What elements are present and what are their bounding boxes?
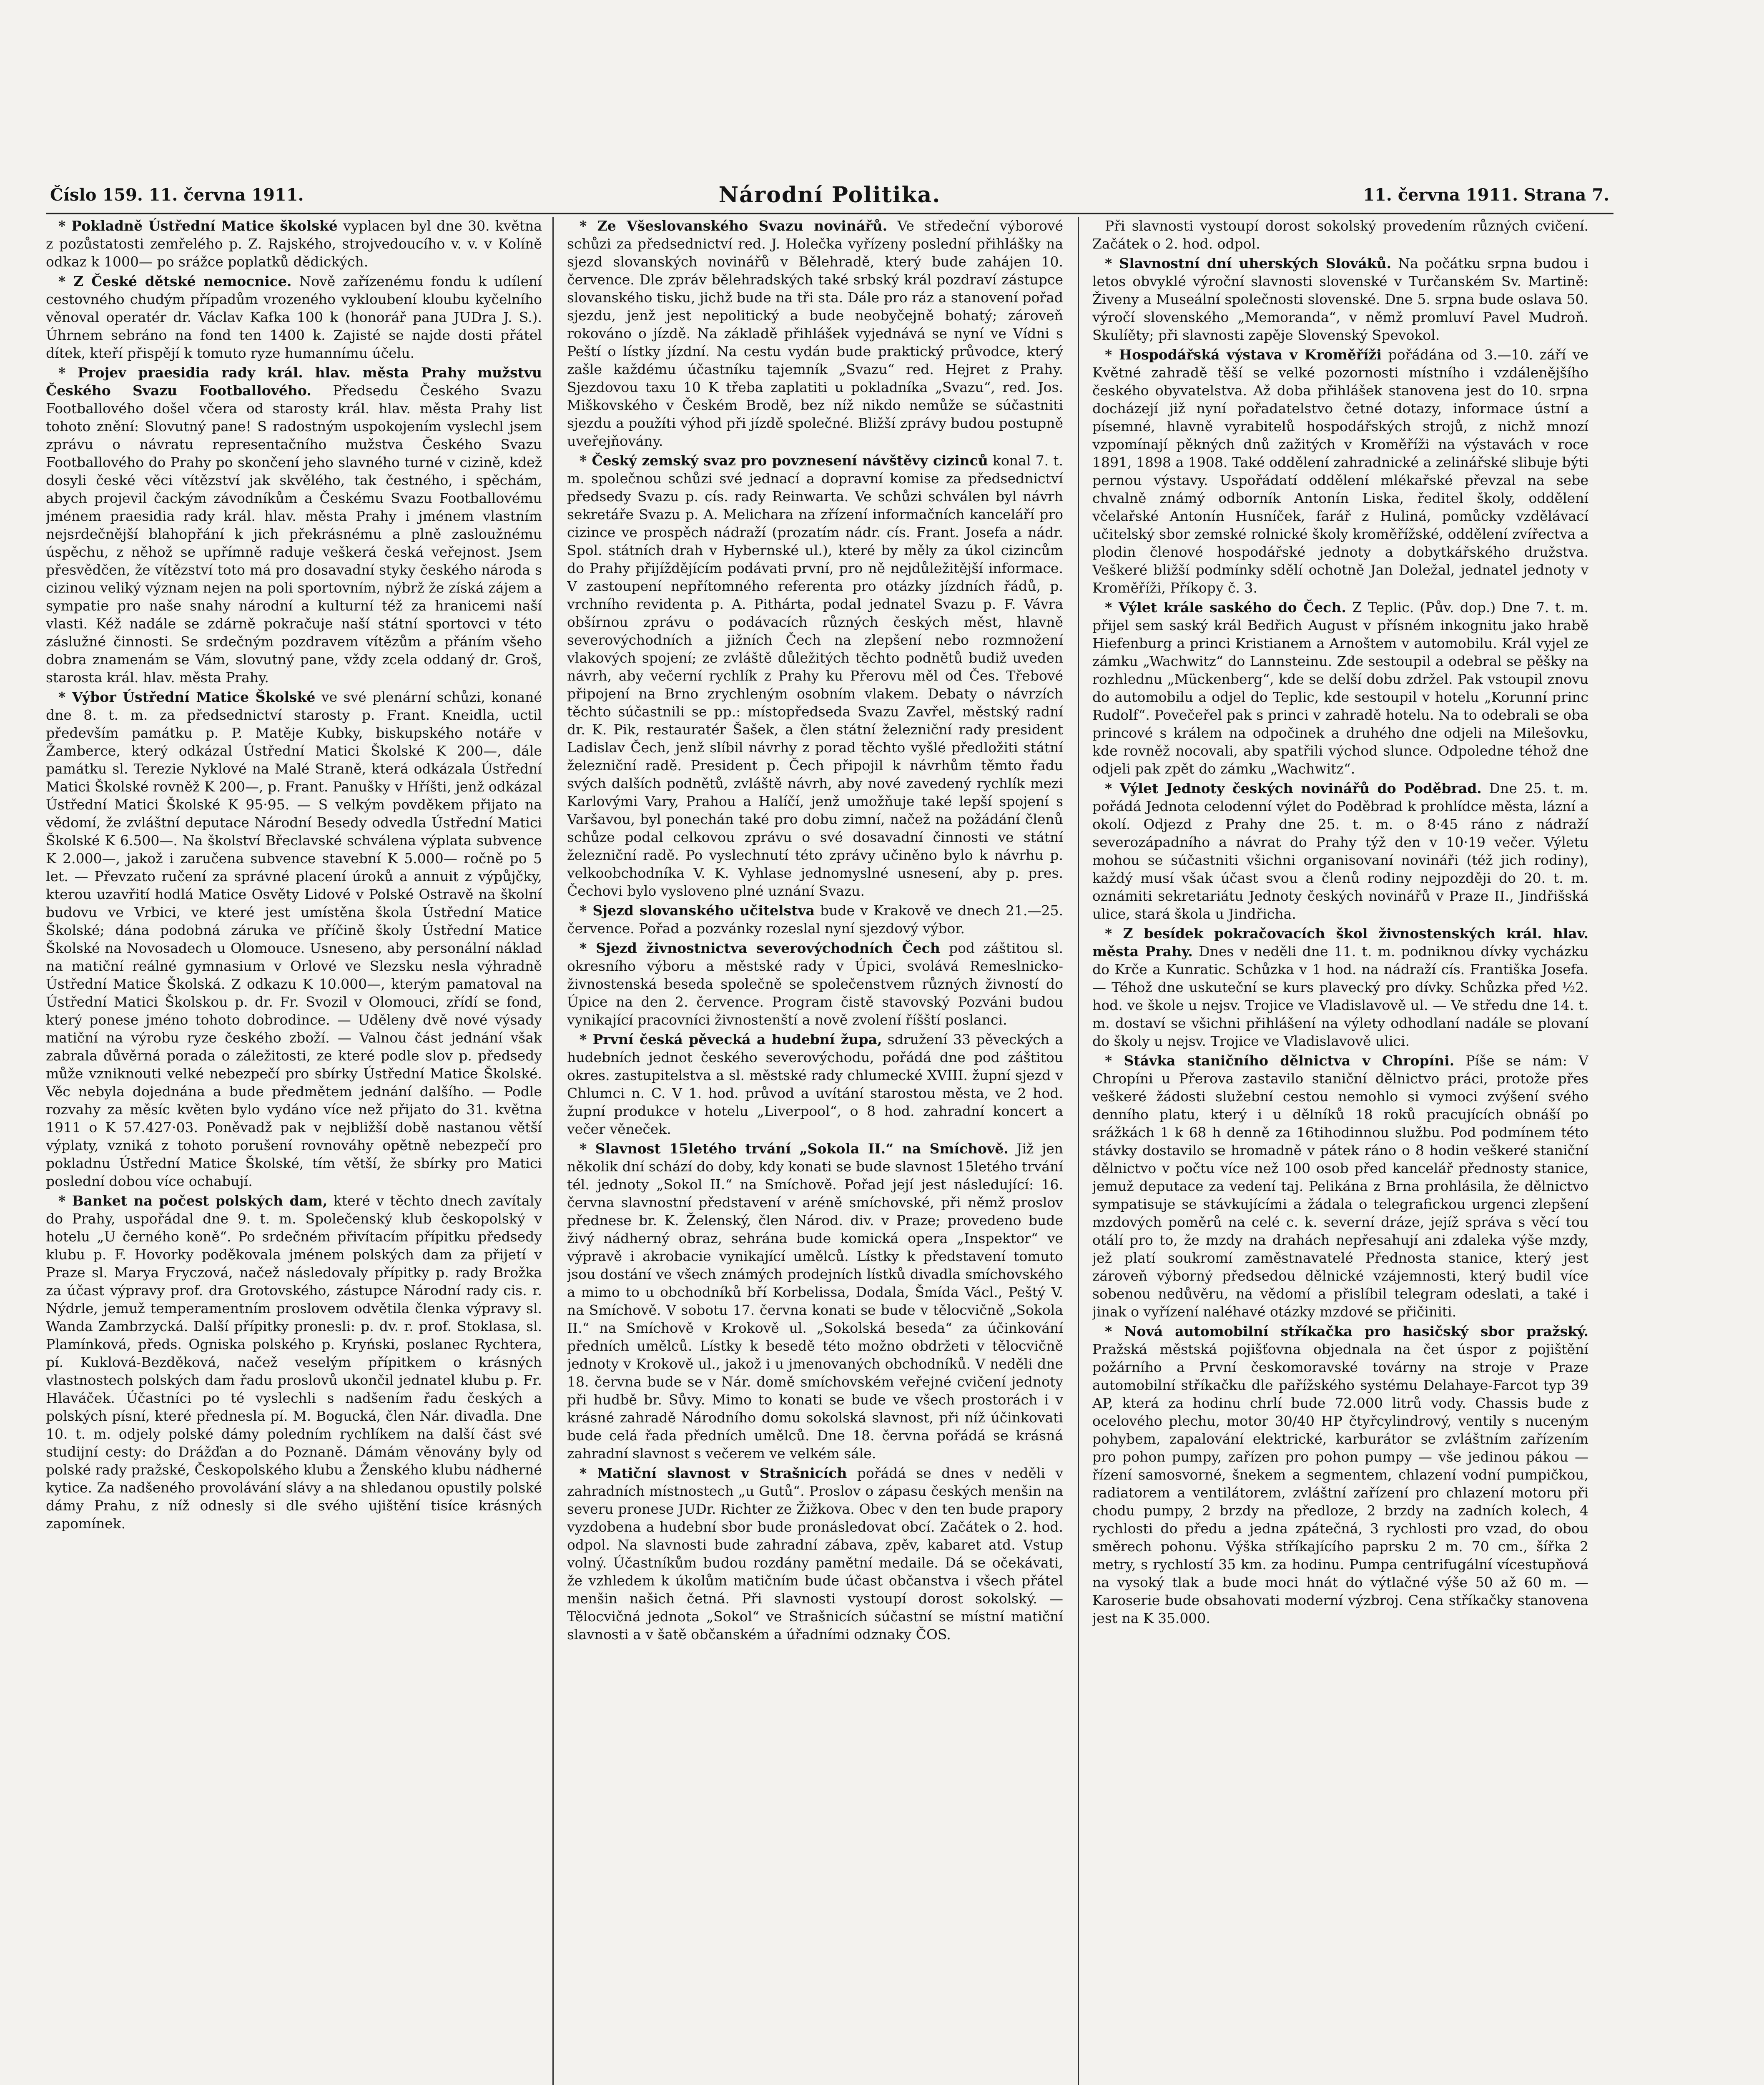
article-text: Z Teplic. (Pův. dop.) Dne 7. t. m. přijel sem saský král Bedřich August v přísném inkognitu jako hrabě Hiefenburg a princi Kristianem a Arnoštem v automobilu. Král vyjel ze zámku „Wachwitz“ do Lannsteinu. Zde sestoupil a odebral se pěšky na rozhlednu „Mückenberg“, kde se delší dobu zdržel. Pak vstoupil znovu do automobilu a odjel do Teplic, kde sestoupil v hotelu „Korunní princ Rudolf“. Povečeřel pak s princi v zahradě hotelu. Na to odebrali se oba princové s králem na odpočinek a druhého dne odjeli na Milešovku, kde rovněž nocovali, aby spatřili východ slunce. Odpoledne téhož dne odjeli pak zpět do zámku „Wachwitz“. [1092,599,1588,777]
article-title: * Výbor Ústřední Matice Školské [58,689,316,705]
page-number: 11. června 1911. Strana 7. [1363,185,1609,205]
article-title: * Sjezd slovanského učitelstva [580,902,815,919]
article [567,902,1063,937]
article-text: konal 7. t. m. společnou schůzi své jednací a dopravní komise za předsednictví předsedy Svazu p. cís. rady Reinwarta. Ve schůzi schválen byl návrh sekretáře Svazu p. A. Melichara na zřízení informačních kanceláří pro cizince ve prospěch nádraží (prozatím nádr. cís. Frant. Josefa a nádr. Spol. státních drah v Hybernské ul.), které by měly za úkol cizincům do Prahy přijíždějícím podávati první, pro ně nejdůležitější informace. V zastoupení nepřítomného referenta pro otázky jízdních řádů, p. vrchního revidenta p. A. Pithárta, podal jednatel Svazu p. F. Vávra obšírnou zprávu o podávacích různých českých měst, hlavně severovýchodních a jižních Čech na zlepšení nebo rozmnožení vlakových spojení; ze zvláště důležitých těchto podnětů budiž uveden návrh, aby večerní rychlík z Prahy ku Přerovu měl od Čes. Třebové připojení na Brno zrychleným osobním vlakem. Debaty o návrzích těchto súčastnili se pp.: místopředseda Svazu Zavřel, městský radní dr. K. Pik, restauratér Šašek, a člen státní železniční rady president Ladislav Čech, jenž slíbil návrhy z porad těchto vyšlé předložiti státní železniční radě. President p. Čech připojil k návrhům těmto řadu svých dalších podnětů, zvláště návrh, aby nové zavedený rychlík mezi Karlovými Vary, Prahou a Halíčí, jenž umožňuje také lepší spojení s Varšavou, byl ponechán také pro dobu zimní, načež na požádání členů schůze podal celkovou zprávu o své dosavadní činnosti ve státní železniční radě. Po vyslechnutí této zprávy učiněno bylo k návrhu p. velkoobchodníka V. K. Vyhlase jednomyslné usnesení, aby p. pres. Čechovi bylo vysloveno plné uznání Svazu. [567,452,1063,899]
column-divider [552,217,554,2085]
article [567,1140,1063,1462]
article [1092,1052,1588,1321]
article [1092,217,1588,253]
article-title: * Nová automobilní stříkačka pro hasičský sbor pražský. [1105,1323,1588,1339]
article-text: Při slavnosti vystoupí dorost sokolský provedením různých cvičení. Začátek o 2. hod. odpol. [1092,218,1588,252]
article-title: * Sjezd živnostnictva severovýchodních Čech [580,940,940,956]
column-2 [567,217,1063,2085]
article-text: vyplacen byl dne 30. května z pozůstatosti zemřelého p. Z. Rajského, strojvedoucího v. v. v Kolíně odkaz k 1000— po srážce poplatků dědických. [46,218,542,270]
article-title: * Z besídek pokračovacích škol živnostenských král. hlav. města Prahy. [1092,925,1588,960]
article [1092,924,1588,1050]
article [567,452,1063,900]
article-text: pořádána od 3.—10. září ve Květné zahradě těší se velké pozornosti místního i vzdálenějšího českého obyvatelstva. Až doba přihlášek stanovena jest do 10. srpna docházejí již nyní pořadatelstvo četné dotazy, informace ústní a písemné, hlavně vyrabitelů hospodářských strojů, z nichž mnozí vzpomínají pěkných dnů zažitých v Kroměříži na výstavách v roce 1891, 1898 a 1908. Také oddělení zahradnické a zelinářské slibuje býti pernou výstavy. Uspořádatí oddělení mlékařské převzal na sebe chvalně známý odborník Antonín Liska, ředitel školy, oddělení včelařské Antonín Husníček, farář z Huliná, pomůcky vzdělávací učitelský sbor zemské rolnické školy kroměřížské, oddělení zvířectva a plodin členové hospodářské jednoty a dobytkářského družstva. Veškeré bližší podmínky sdělí ochotně Jan Doležal, jednatel jednoty v Kroměříži, Příkopy č. 3. [1092,347,1588,596]
article-text: pod záštitou sl. okresního výboru a městské rady v Úpici, svolává Remeslnicko-živnostenská beseda společně se společenstvem různých živností do Úpice na den 2. července. Program čistě stavovský Pozváni budou vynikající pracovníci živnostenští a nově zvolení říšští poslanci. [567,940,1063,1028]
article-text: které v těchto dnech zavítaly do Prahy, uspořádal dne 9. t. m. Společenský klub českopolský v hotelu „U černého koně“. Po srdečném přivítacím přípitku předsedy klubu p. F. Hovorky poděkovala jménem polských dam za přijetí v Praze sl. Marya Fryczová, načež následovaly přípitky p. rady Brožka za účast výpravy prof. dra Grotovského, zástupce Národní rady cis. r. Nýdrle, jemuž temperamentním proslovem odvětila členka výpravy sl. Wanda Zambrzycká. Další přípitky pronesli: p. dv. r. prof. Stoklasa, sl. Plamínková, předs. Ogniska polského p. Kryński, poslanec Rychtera, pí. Kuklová-Bezděková, načež veselým přípitkem o krásných vlastnostech polských dam řadu proslovů ukončil jednatel klubu p. Fr. Hlaváček. Účastníci po té vyslechli s nadšením řadu českých a polských písní, které přednesla pí. M. Bogucká, člen Nár. divadla. Dne 10. t. m. odjely polské dámy poledním rychlíkem na další část své studijní cesty: do Drážďan a do Poznaně. Dámám věnovány byly od polské rady pražské, Českopolského klubu a Ženského klubu nádherné kytice. Za nadšeného provolávání slávy a na shledanou opustily polské dámy Prahu, z níž odnesly si dle svého ujištění tisíce krásných zapomínek. [46,1193,542,1532]
article [46,688,542,1190]
article-text: Na počátku srpna budou i letos obvyklé výroční slavnosti slovenské v Turčanském Sv. Martině: Živeny a Museální společnosti slovenské. Dne 5. srpna bude oslava 50. výročí slovenského „Memoranda“, v němž promluví Pavel Mudroň. Skulíěty; při slavnosti zapěje Slovenský Spevokol. [1092,255,1588,343]
article [567,1464,1063,1643]
article-text: Pražská městská pojišťovna objednala na čet úspor z pojištění požárního a První českomoravské továrny na stroje v Praze automobilní stříkačku dle pařížského systému Delahaye-Farcot typ 39 AP, která za hodinu chrlí bude 72.000 litrů vody. Chassis bude z ocelového plechu, motor 30/40 HP čtyřcylindrový, ventily s nuceným pohybem, zapalování elektrické, karburátor se zvláštním zařízením pro pohon pumpy, zařízen pro pohon pumpy — vše jedinou pákou — řízení samosvorné, šnekem a segmentem, chlazení vodní pumpičkou, radiatorem a ventilátorem, zvláštní zařízení pro chlazení motoru při chodu pumpy, 2 brzdy na předloze, 2 brzdy na zadních kolech, 4 rychlosti do předu a jedna zpátečná, 3 rychlosti pro vzad, do obou směrech pohonu. Výška stříkajícího paprsku 2 m. 70 cm., šířka 2 metry, s rychlostí 35 km. za hodinu. Pumpa centrifugální vícestupňová na vysoký tlak a bude moci hnát do výtlačné výše 50 až 60 m. — Karoserie bude obsahovati moderní výzbroj. Cena stříkačky stanovena jest na K 35.000. [1092,1341,1588,1626]
article-title: * Stávka staničního dělnictva v Chropíni. [1105,1053,1455,1069]
article-text: Dne 25. t. m. pořádá Jednota celodenní výlet do Poděbrad k prohlídce města, lázní a okolí. Odjezd z Prahy dne 25. t. m. o 8·45 ráno z nádraží severozápadního a návrat do Prahy týž den v 10·19 večer. Výletu mohou se súčastniti všichni organisovaní novináři (též jich rodiny), každý musí však účast svou a členů rodiny nejpozději do 20. t. m. oznámiti sekretariátu Jednoty českých novinářů v Praze II., Jindřišská ulice, stará škola u Jindřicha. [1092,780,1588,922]
article-title: * Slavnostní dní uherských Slováků. [1105,255,1392,271]
article-title: * První česká pěvecká a hudební župa, [580,1031,882,1048]
article [46,364,542,686]
article-title: * Projev praesidia rady král. hlav. města Prahy mužstvu Českého Svazu Footballového. [46,364,542,399]
article-text: Nově zařízenému fondu k udílení cestovného chudým případům vrozeného vykloubení kloubu kyčelního věnoval operatér dr. Václav Kafka 100 k (honorář pana JUDra J. S.). Úhrnem sebráno na fond ten 1400 k. Zajisté se najde dosti přátel dítek, kteří přispějí k tomuto ryze humannímu účelu. [46,273,542,361]
article [46,272,542,362]
article [1092,254,1588,344]
article-title: * Výlet krále saského do Čech. [1105,599,1346,615]
article [1092,1322,1588,1627]
article-text: Již jen několik dní schází do doby, kdy konati se bude slavnost 15letého trvání tél. jednoty „Sokol II.“ na Smíchově. Pořad její jest následující: 16. června slavnostní představení v aréně smíchovské, při němž proslov přednese br. K. Želenský, člen Národ. div. v Praze; provedeno bude živý nádherný obraz, sehrána bude komická opera „Inspektor“ ve výpravě i akrobacie vynikající umělců. Lístky k představení tomuto jsou dostání ve všech známých prodejních lístků divadla smíchovského a mimo to u obchodníků bří Korbelissa, Dodala, Šmída Václ., Peštý V. na Smíchově. V sobotu 17. června konati se bude v tělocvičně „Sokola II.“ na Smíchově v Krokově ul. „Sokolská beseda“ za účinkování předních umělců. Lístky k besedě této možno obdržeti v tělocvičně jednoty v Krokově ul., jakož i u jmenovaných obchodníků. V neděli dne 18. června bude se v Nár. domě smíchovském veřejné cvičení jednoty při hudbě br. Sůvy. Mimo to konati se bude ve všech prostorách i v krásné zahradě Národního domu sokolská slavnost, při níž účinkovati bude celá řada předních umělců. Dne 18. června pořádá se krásná zahradní slavnost s večerem ve velkém sále. [567,1140,1063,1462]
article-title: * Matiční slavnost v Strašnicích [580,1465,847,1481]
header-rule [46,213,1613,214]
article-title: * Pokladně Ústřední Matice školské [58,218,338,234]
page-header [50,183,1609,212]
article-text: pořádá se dnes v neděli v zahradních místnostech „u Gutů“. Proslov o zápasu českých menšin na severu pronese JUDr. Richter ze Žižkova. Obec v den ten bude prapory vyzdobena a hudební sbor bude pronásledovat obcí. Začátek o 2. hod. odpol. Na slavnosti bude zahradní zábava, zpěv, kabaret atd. Vstup volný. Účastníkům budou rozdány pamětní medaile. Dá se očekávati, že vzhledem k úkolům matičním bude účast občanstva i všech přátel menšin našich četná. Při slavnosti vystoupí dorost sokolský. — Tělocvičná jednota „Sokol“ ve Strašnicích súčastní se místní matiční slavnosti a v šatě občanském a úřadními odznaky ČOS. [567,1465,1063,1643]
article [567,217,1063,450]
article [46,1192,542,1532]
article [46,217,542,271]
article-text: sdružení 33 pěveckých a hudebních jednot českého severovýchodu, pořádá dne pod záštitou okres. zastupitelstva a sl. městské rady chlumecké XVIII. župní sjezd v Chlumci n. C. V 1. hod. průvod a uvítání starostou města, ve 2 hod. župní produkce v hotelu „Liverpool“, o 8 hod. zahradní koncert a večer věneček. [567,1031,1063,1137]
article-text: Ve středeční výborové schůzi za předsednictví red. J. Holečka vyřízeny poslední přihlášky na sjezd slovanských novinářů v Bělehradě, který bude zahájen 10. července. Dle zpráv bělehradských také srbský král pozdraví zástupce slovanského tisku, jichž bude na tři sta. Dále pro ráz a stanovení pořad sjezdu, jenž jest nepolitický a bude neobyčejně bohatý; zároveň rokováno o jízdě. Na základě přihlášek vyjednává se nyní ve Vídni s Peští o lístky jízdní. Na cestu vydán bude praktický průvodce, který zašle každému účastníku tajemník „Svazu“ red. Hejret z Prahy. Sjezdovou taxu 10 K třeba zaplatiti u pokladníka „Svazu“, red. Jos. Miškovského v Českém Brodě, bez níž nikdo nemůže se súčastniti sjezdu a použíti výhod při jízdě společné. Bližší zprávy budou postupně uveřejňovány. [567,218,1063,449]
article-title: * Ze Všeslovanského Svazu novinářů. [580,218,888,234]
article-title: * Slavnost 15letého trvání „Sokola II.“ na Smíchově. [580,1140,1009,1157]
article-title: * Banket na počest polských dam, [58,1193,328,1209]
article-text: ve své plenární schůzi, konané dne 8. t. m. za předsednictví starosty p. Frant. Kneidla, uctil především památku p. P. Matěje Kubky, biskupského notáře v Žamberce, který odkázal Ústřední Matici Školské K 200—, dále památku sl. Terezie Nyklové na Malé Straně, která odkázala Ústřední Matici Školské rovněž K 200—, p. Frant. Panušky v Hříšti, jenž odkázal Ústřední Matici Školské K 95·95. — S velkým povděkem přijato na vědomí, že zvláštní deputace Národní Besedy odvedla Ústřední Matici Školské K 6.500—. Na školství Břeclavské schválena výplata subvence K 2.000—, jakož i zaručena subvence stavební K 5.000— ročně po 5 let. — Převzato ručení za správné placení úroků a annuit z výpůjčky, kterou uzavřití hodlá Matice Osvěty Lidové v Polské Ostravě na školní budovu ve Vrbici, ve které jest umístěna škola Ústřední Matice Školské; dána podobná záruka ve příčině školy Ústřední Matice Školské na Novosadech u Olomouce. Usneseno, aby personální náklad na matiční reálné gymnasium v Orlové ve Slezsku nesla výhradně Ústřední Matice Školská. Z odkazu K 10.000—, kterým pamatoval na Ústřední Matici Školskou p. dr. Fr. Svozil v Olomouci, zřídí se fond, který ponese jméno tohoto dobrodince. — Uděleny dvě nové výsady matiční na výrobu ryze českého zboží. — Valnou část jednání však zabrala důvěrná porada o záležitosti, ze které podle slov p. předsedy může vzniknouti velké nebezpečí pro sbírky Ústřední Matice Školské. Věc nebyla dojednána a bude předmětem jednání dalšího. — Podle rozvahy za měsíc květen bylo vydáno více než přijato do 31. května 1911 o K 57.427·03. Poněvadž pak v nejbližší době nastanou větší výplaty, vzniká z tohoto porušení rovnováhy opětně nebezpečí pro pokladnu Ústřední Matice Školské, tím větší, že sbírky pro Matici poslední dobou více ochabují. [46,689,542,1189]
article [1092,779,1588,923]
article-title: * Hospodářská výstava v Kroměříži [1105,347,1382,363]
article-text: Dnes v neděli dne 11. t. m. podniknou dívky vycházku do Krče a Kunratic. Schůzka v 1 hod. na nádraží cís. Františka Josefa. — Téhož dne uskuteční se kurs plavecký pro dívky. Schůzka před ½2. hod. ve škole u nejsv. Trojice ve Vladislavově ul. — Ve středu dne 14. t. m. dostaví se všichni přihlášení na výlety odhodlaní nadále se plovaní do školy u nejsv. Trojice ve Vladislavově ulici. [1092,943,1588,1049]
article-text: Píše se nám: V Chropíni u Přerova zastavilo staniční dělnictvo práci, protože přes veškeré žádosti služební cestou nemohlo si vymoci zvýšení svého denního platu, který i u dělníků 18 roků pracujících obnáší po srážkách 1 k 68 h denně za 16tihodinnou službu. Pod podmínem této stávky dostavilo se hromadně v pátek ráno o 8 hodin veškeré staniční dělnictvo v počtu více než 100 osob před kancelář přednosty stanice, jemuž deputace za vedení taj. Pelikána z Brna prohlásila, že dělnictvo sympatisuje se stávkujícími a žádala o telegrafickou urgenci zlepšení mzdových poměrů na celé c. k. severní dráze, jejíž správa s věcí tou otálí pro to, že mzdy na drahách nepřesahují ani zdaleka výše mzdy, jež platí soukromí zaměstnavatelé Přednosta stanice, který jest zároveň výborný předsedou dělnické vzájemnosti, který budil více sobenou nedůvěru, na vědomí a přislíbil telegram odeslati, a také i jinak o vyřízení naléhavé otázky mzdové se přičiniti. [1092,1053,1588,1320]
article-title: * Český zemský svaz pro povznesení návštěvy cizinců [580,452,988,469]
column-divider [1078,217,1079,2085]
column-1 [46,217,542,2085]
issue-date: Číslo 159. 11. června 1911. [50,185,304,205]
article [567,1030,1063,1138]
masthead-title: Národní Politika. [718,182,941,208]
article-text: Předsedu Českého Svazu Footballového došel včera od starosty král. hlav. města Prahy list tohoto znění: Slovutný pane! S radostným uspokojením vyslechl jsem zprávu o návratu representačního mužstva Českého Svazu Footballového do Prahy po skončení jeho slavného turné v cizině, kdež dosyli české věci vítězství jak skvělého, tak čestného, i spěchám, abych projevil čackým závodníkům a Českému Svazu Footballovému jménem praesidia rady král. hlav. města Prahy i jménem vlastním nejsrdečnější blahopřání k jich překrásnému a plně zasloužnému úspěchu, z něhož se upřímně raduje veškerá česká veřejnost. Jsem přesvědčen, že vítězství toto má pro dosavadní styky českého národa s cizinou veliký význam nejen na poli sportovním, nýbrž že získá zájem a sympatie pro naše snahy národní a kulturní též za hranicemi naší vlasti. Kéž nadále se zdárně pokračuje naší státní sportovci v této záslužné činnosti. Se srdečným pozdravem vítězům a přáním všeho dobra znamenám se Vám, slovutný pane, vždy zcela oddaný dr. Groš, starosta král. hlav. města Prahy. [46,382,542,686]
article-title: * Výlet Jednoty českých novinářů do Poděbrad. [1105,780,1482,796]
column-3 [1092,217,1588,2085]
article [1092,598,1588,778]
article-text: bude v Krakově ve dnech 21.—25. července. Pořad a pozvánky rozeslal nyní sjezdový výbor. [567,902,1063,937]
article [567,939,1063,1029]
article-title: * Z České dětské nemocnice. [58,273,292,289]
article [1092,346,1588,597]
